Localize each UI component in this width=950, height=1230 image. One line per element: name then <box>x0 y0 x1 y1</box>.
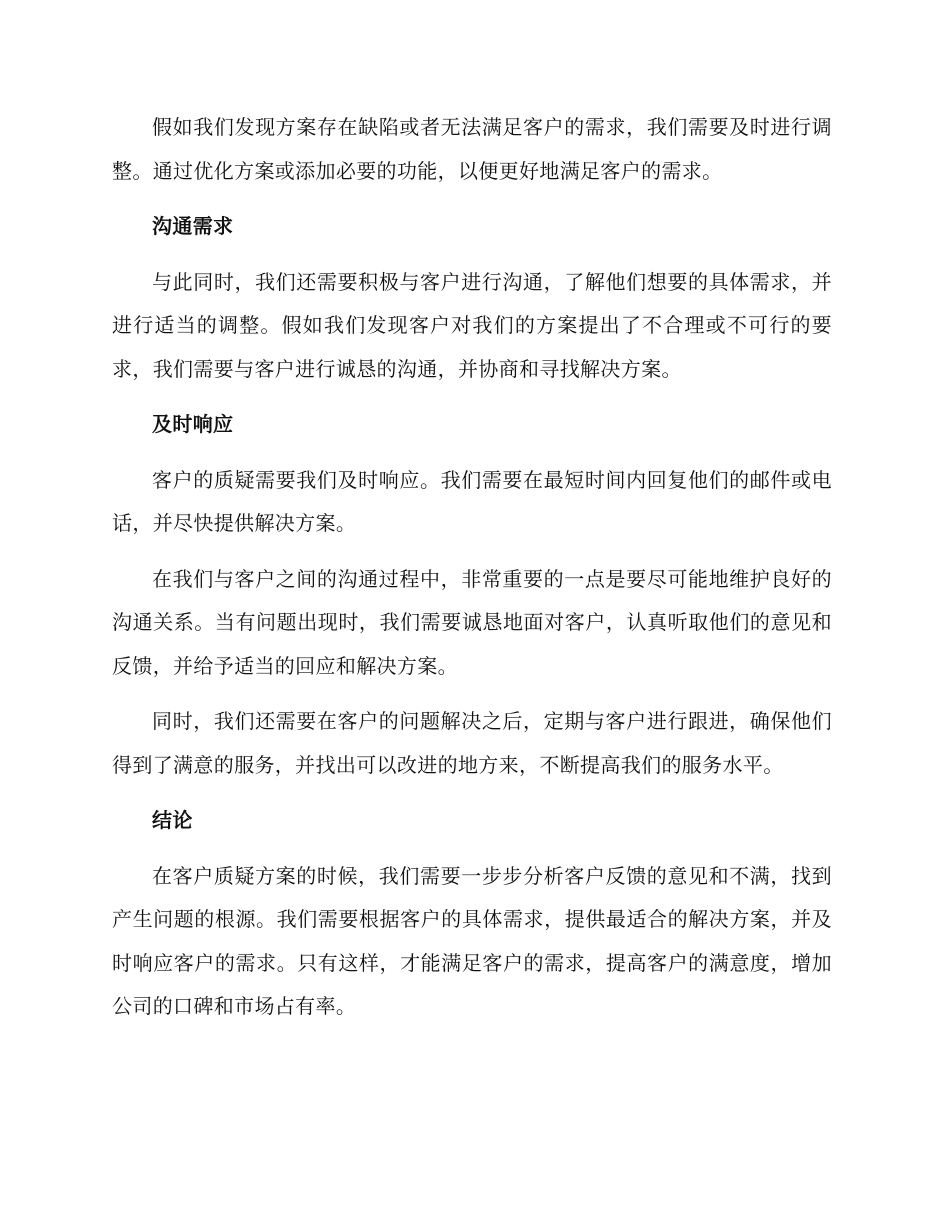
paragraph-maintain-relationship: 在我们与客户之间的沟通过程中，非常重要的一点是要尽可能地维护良好的沟通关系。当有问题出现时，我们需要诚恳地面对客户，认真听取他们的意见和反馈，并给予适当的回应和解决方案。 <box>112 566 832 678</box>
heading-conclusion: 结论 <box>152 808 193 832</box>
heading-communicate-needs: 沟通需求 <box>152 214 234 238</box>
heading-timely-response: 及时响应 <box>152 412 234 436</box>
paragraph-communicate-needs: 与此同时，我们还需要积极与客户进行沟通，了解他们想要的具体需求，并进行适当的调整。假如我们发现客户对我们的方案提出了不合理或不可行的要求，我们需要与客户进行诚恳的沟通，并协商和寻找解决方案。 <box>112 269 832 381</box>
paragraph-timely-response: 客户的质疑需要我们及时响应。我们需要在最短时间内回复他们的邮件或电话，并尽快提供解决方案。 <box>112 467 832 535</box>
paragraph-conclusion: 在客户质疑方案的时候，我们需要一步步分析客户反馈的意见和不满，找到产生问题的根源。我们需要根据客户的具体需求，提供最适合的解决方案，并及时响应客户的需求。只有这样，才能满足客户的需求，提高客户的满意度，增加公司的口碑和市场占有率。 <box>112 863 832 1018</box>
paragraph-adjust-plan: 假如我们发现方案存在缺陷或者无法满足客户的需求，我们需要及时进行调整。通过优化方案或添加必要的功能，以便更好地满足客户的需求。 <box>112 115 832 183</box>
paragraph-follow-up: 同时，我们还需要在客户的问题解决之后，定期与客户进行跟进，确保他们得到了满意的服务，并找出可以改进的地方来，不断提高我们的服务水平。 <box>112 709 832 777</box>
